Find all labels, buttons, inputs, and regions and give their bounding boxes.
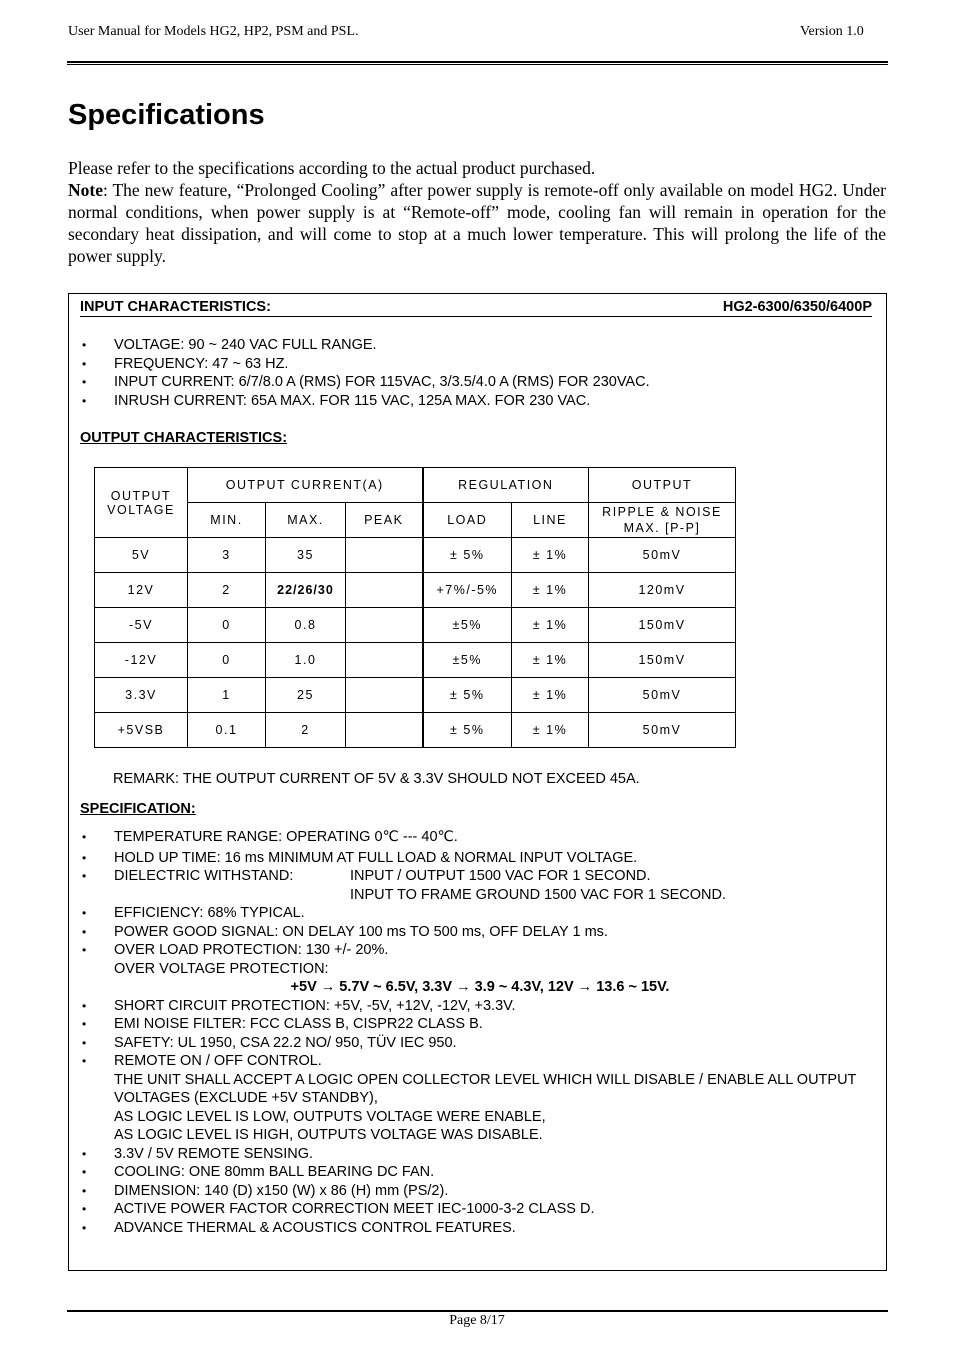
over-voltage-values: +5V → 5.7V ~ 6.5V, 3.3V → 3.9 ~ 4.3V, 12V → 13.6 ~ 15V. — [290, 979, 670, 995]
col-header-load: LOAD — [423, 503, 512, 538]
intro-note — [68, 179, 886, 267]
note-label: Note — [68, 180, 103, 200]
table-row — [95, 713, 736, 748]
header-manual-title: User Manual for Models HG2, HP2, PSM and PSL. — [68, 24, 359, 39]
cell-max: 1.0 — [266, 643, 346, 678]
input-heading-label: INPUT CHARACTERISTICS: — [80, 299, 271, 315]
cell-line: ± 1% — [512, 573, 589, 608]
cell-min: 0.1 — [188, 713, 266, 748]
list-item: • EFFICIENCY: 68% TYPICAL. — [80, 904, 880, 923]
cell-load: +7%/-5% — [423, 573, 512, 608]
intro-text — [68, 157, 886, 267]
list-item: • TEMPERATURE RANGE: OPERATING 0℃ --- 40℃. — [80, 828, 880, 847]
model-number: HG2-6300/6350/6400P — [722, 299, 872, 315]
table-row — [95, 538, 736, 573]
cell-max: 0.8 — [266, 608, 346, 643]
list-item: • ADVANCE THERMAL & ACOUSTICS CONTROL FEATURES. — [80, 1219, 880, 1238]
header-text: VOLTAGE — [107, 502, 175, 517]
page-number: Page 8/17 — [449, 1313, 505, 1328]
cell-peak — [346, 678, 423, 713]
list-item: • INRUSH CURRENT: 65A MAX. FOR 115 VAC, 125A MAX. FOR 230 VAC. — [80, 392, 860, 411]
col-header-output: OUTPUT — [589, 468, 736, 503]
cell-min: 0 — [188, 608, 266, 643]
cell-load: ± 5% — [423, 713, 512, 748]
input-characteristics-list — [80, 336, 860, 410]
cell-load: ±5% — [423, 643, 512, 678]
dielectric-value: INPUT TO FRAME GROUND 1500 VAC FOR 1 SECOND. — [350, 886, 727, 903]
page-title: Specifications — [68, 99, 265, 131]
col-header-output-voltage — [95, 468, 188, 538]
list-item-continuation — [80, 886, 880, 905]
cell-min: 1 — [188, 678, 266, 713]
cell-voltage: 5V — [95, 538, 188, 573]
list-item-continuation: AS LOGIC LEVEL IS LOW, OUTPUTS VOLTAGE WERE ENABLE, — [114, 1108, 546, 1125]
cell-voltage: +5VSB — [95, 713, 188, 748]
table-row — [95, 643, 736, 678]
header-rule — [67, 61, 888, 63]
cell-ripple: 50mV — [589, 678, 736, 713]
cell-max: 2 — [266, 713, 346, 748]
cell-peak — [346, 538, 423, 573]
col-header-output-current: OUTPUT CURRENT(A) — [188, 468, 423, 503]
list-item: • OVER LOAD PROTECTION: 130 +/- 20%. — [80, 941, 880, 960]
list-item: • ACTIVE POWER FACTOR CORRECTION MEET IEC-1000-3-2 CLASS D. — [80, 1200, 880, 1219]
table-row — [95, 678, 736, 713]
cell-min: 3 — [188, 538, 266, 573]
list-item: • EMI NOISE FILTER: FCC CLASS B, CISPR22 CLASS B. — [80, 1015, 880, 1034]
list-item: • REMOTE ON / OFF CONTROL. — [80, 1052, 880, 1071]
header-rule-thin — [67, 64, 888, 65]
cell-line: ± 1% — [512, 678, 589, 713]
cell-max: 35 — [266, 538, 346, 573]
note-text: : The new feature, “Prolonged Cooling” after power supply is remote-off only available on model HG2. Under normal conditions, when power supply is at “Remote-off” mode, cooling fan will remain in operation for the secondary heat dissipation, and will come to stop at a much lower temperature. This will prolong the life of the power supply. — [68, 180, 886, 266]
dielectric-value: INPUT / OUTPUT 1500 VAC FOR 1 SECOND. — [350, 868, 651, 884]
cell-load: ±5% — [423, 608, 512, 643]
cell-peak — [346, 643, 423, 678]
col-header-max: MAX. — [266, 503, 346, 538]
header-version: Version 1.0 — [800, 24, 864, 39]
cell-voltage: 12V — [95, 573, 188, 608]
cell-voltage: -5V — [95, 608, 188, 643]
list-item: • HOLD UP TIME: 16 ms MINIMUM AT FULL LOAD & NORMAL INPUT VOLTAGE. — [80, 849, 880, 868]
output-characteristics-heading: OUTPUT CHARACTERISTICS: — [80, 430, 288, 446]
cell-ripple: 50mV — [589, 713, 736, 748]
header-text: RIPPLE & NOISE — [602, 505, 722, 519]
header-text: OUTPUT — [110, 488, 172, 503]
cell-load: ± 5% — [423, 538, 512, 573]
col-header-line: LINE — [512, 503, 589, 538]
cell-line: ± 1% — [512, 608, 589, 643]
output-remark: REMARK: THE OUTPUT CURRENT OF 5V & 3.3V SHOULD NOT EXCEED 45A. — [113, 771, 640, 787]
col-header-min: MIN. — [188, 503, 266, 538]
dielectric-label: DIELECTRIC WITHSTAND: — [114, 868, 294, 884]
cell-voltage: -12V — [95, 643, 188, 678]
intro-line: Please refer to the specifications according to the actual product purchased. — [68, 158, 596, 178]
list-item — [80, 867, 880, 886]
list-item: • SHORT CIRCUIT PROTECTION: +5V, -5V, +12V, -12V, +3.3V. — [80, 997, 880, 1016]
table-row — [95, 573, 736, 608]
cell-ripple: 150mV — [589, 608, 736, 643]
specification-heading: SPECIFICATION: — [80, 801, 196, 817]
cell-min: 0 — [188, 643, 266, 678]
cell-max: 25 — [266, 678, 346, 713]
cell-peak — [346, 713, 423, 748]
table-row — [95, 608, 736, 643]
list-item: • SAFETY: UL 1950, CSA 22.2 NO/ 950, TÜV IEC 950. — [80, 1034, 880, 1053]
cell-line: ± 1% — [512, 538, 589, 573]
output-table — [94, 467, 736, 748]
cell-ripple: 120mV — [589, 573, 736, 608]
cell-line: ± 1% — [512, 713, 589, 748]
list-item-continuation: THE UNIT SHALL ACCEPT A LOGIC OPEN COLLECTOR LEVEL WHICH WILL DISABLE / ENABLE ALL OUTPUT VOLTAGES (EXCLUDE +5V STANDBY), — [114, 1071, 857, 1106]
cell-line: ± 1% — [512, 643, 589, 678]
cell-peak — [346, 573, 423, 608]
footer-rule — [67, 1310, 888, 1312]
col-header-regulation: REGULATION — [423, 468, 589, 503]
cell-peak — [346, 608, 423, 643]
header-text: MAX. [P-P] — [623, 521, 701, 535]
list-item: • VOLTAGE: 90 ~ 240 VAC FULL RANGE. — [80, 336, 860, 355]
list-item-continuation: AS LOGIC LEVEL IS HIGH, OUTPUTS VOLTAGE WAS DISABLE. — [114, 1127, 543, 1143]
list-item: • DIMENSION: 140 (D) x150 (W) x 86 (H) mm (PS/2). — [80, 1182, 880, 1201]
specification-list — [80, 828, 880, 1237]
list-item: • INPUT CURRENT: 6/7/8.0 A (RMS) FOR 115VAC, 3/3.5/4.0 A (RMS) FOR 230VAC. — [80, 373, 860, 392]
cell-ripple: 150mV — [589, 643, 736, 678]
list-item-continuation: OVER VOLTAGE PROTECTION: — [114, 960, 329, 977]
input-characteristics-heading — [80, 299, 872, 317]
cell-voltage: 3.3V — [95, 678, 188, 713]
list-item: • FREQUENCY: 47 ~ 63 HZ. — [80, 355, 860, 374]
cell-ripple: 50mV — [589, 538, 736, 573]
list-item: • 3.3V / 5V REMOTE SENSING. — [80, 1145, 880, 1164]
col-header-peak: PEAK — [346, 503, 423, 538]
cell-max: 22/26/30 — [266, 573, 346, 608]
list-item: • COOLING: ONE 80mm BALL BEARING DC FAN. — [80, 1163, 880, 1182]
cell-min: 2 — [188, 573, 266, 608]
list-item: • POWER GOOD SIGNAL: ON DELAY 100 ms TO 500 ms, OFF DELAY 1 ms. — [80, 923, 880, 942]
cell-load: ± 5% — [423, 678, 512, 713]
col-header-ripple — [589, 503, 736, 538]
